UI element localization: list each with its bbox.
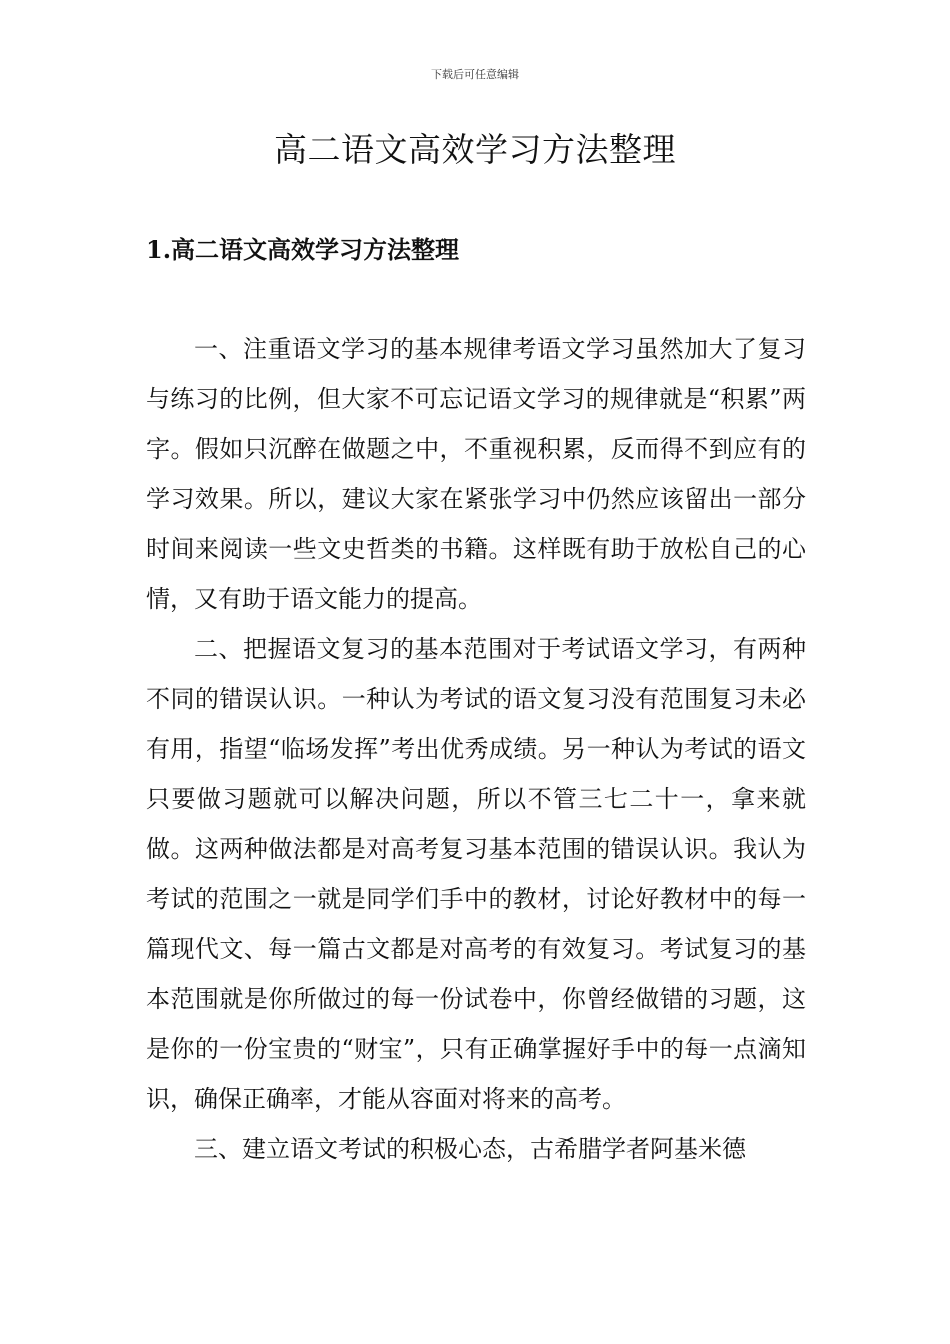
paragraph-1: 一、注重语文学习的基本规律考语文学习虽然加大了复习与练习的比例，但大家不可忘记语文学习的规律就是“积累”两字。假如只沉醉在做题之中，不重视积累，反而得不到应有的学习效果。所以，建议大家在紧张学习中仍然应该留出一部分时间来阅读一些文史哲类的书籍。这样既有助于放松自己的心情，又有助于语文能力的提高。 [146, 335, 806, 613]
paragraph-2: 二、把握语文复习的基本范围对于考试语文学习，有两种不同的错误认识。一种认为考试的语文复习没有范围复习未必有用，指望“临场发挥”考出优秀成绩。另一种认为考试的语文只要做习题就可以解决问题，所以不管三七二十一，拿来就做。这两种做法都是对高考复习基本范围的错误认识。我认为考试的范围之一就是同学们手中的教材，讨论好教材中的每一篇现代文、每一篇古文都是对高考的有效复习。考试复习的基本范围就是你所做过的每一份试卷中，你曾经做错的习题，这是你的一份宝贵的“财宝”，只有正确掌握好手中的每一点滴知识，确保正确率，才能从容面对将来的高考。 [146, 635, 806, 1113]
document-title: 高二语文高效学习方法整理 [274, 130, 676, 169]
paragraph-3: 三、建立语文考试的积极心态，古希腊学者阿基米德 [194, 1135, 746, 1163]
header-note: 下载后可任意编辑 [431, 68, 519, 81]
section-heading: 1.高二语文高效学习方法整理 [146, 235, 460, 264]
document-body [146, 324, 806, 1174]
